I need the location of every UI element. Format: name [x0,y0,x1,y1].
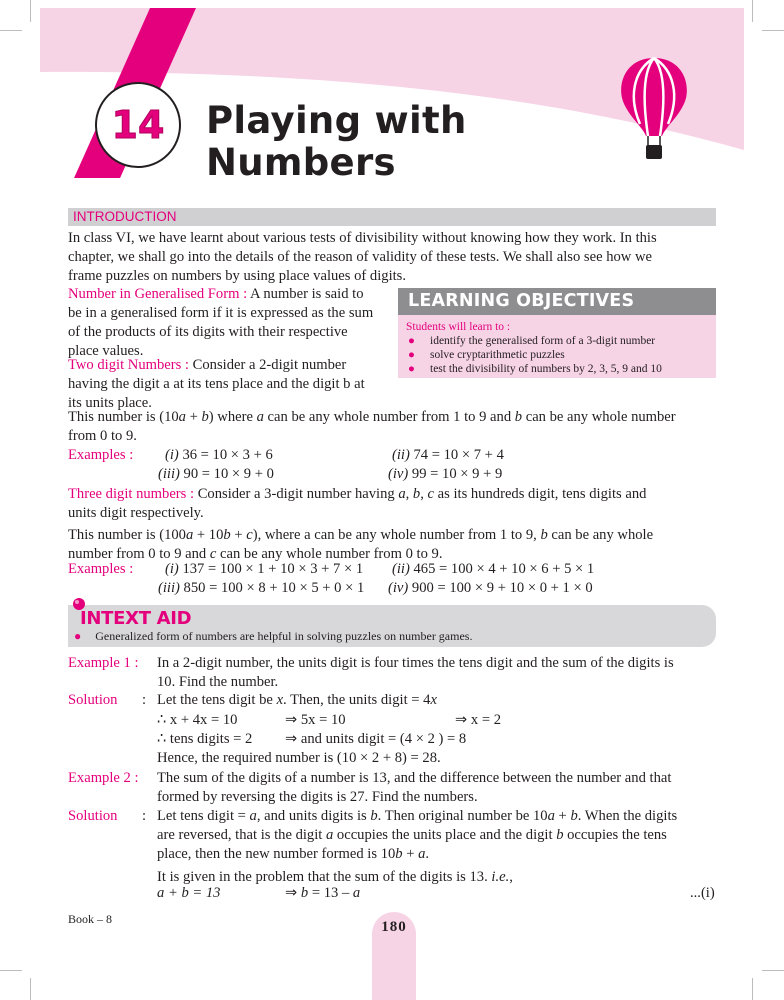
example2-solution: Let tens digit = a, and units digits is b. Then original number be 10a + b. When the digits are reversed, that is the digit a occupies the units place and the digit b occupies the tens place, then the new number formed is 10b + a. It is given in the problem that the sum of the digits is 13. i.e., [157,808,678,885]
learning-objective-item: solve cryptarithmetic puzzles [430,349,565,361]
introduction-paragraph [68,229,716,286]
solution-colon: : [142,808,147,824]
generalised-form-paragraph [68,285,394,361]
equation: ⇒ b = 13 – a [285,885,361,901]
two-digit-text: having the digit a at its tens place and the digit b at [68,376,365,392]
chapter-title-line1: Playing with [206,99,467,142]
crop-mark [762,970,784,971]
chapter-number: 14 [111,103,165,147]
book-label: Book – 8 [68,912,113,926]
example-item: (i) 137 = 100 × 1 + 10 × 3 + 7 × 1 [165,561,364,577]
solution-colon: : [142,692,147,708]
generalised-form-label: Number in Generalised Form : [68,286,248,302]
solution-step: ⇒ 5x = 10 [285,712,346,728]
intro-line: In class VI, we have learnt about various tests of divisibility without knowing how they work. In this [68,230,657,246]
intext-aid-title: INTEXT AID [80,608,192,629]
examples-label: Examples : [68,447,134,463]
learning-objective-item: test the divisibility of numbers by 2, 3, 5, 9 and 10 [430,363,662,375]
solution-step: Hence, the required number is (10 × 2 + 8) = 28. [157,750,441,766]
example1-label: Example 1 : [68,655,139,671]
two-digit-text: Consider a 2-digit number [192,357,347,373]
solution-label: Solution [68,692,118,708]
intext-aid-item: ● Generalized form of numbers are helpful in solving puzzles on number games. [74,629,473,643]
solution-step: ⇒ x = 2 [455,712,501,728]
solution-step: ∴ tens digits = 2 [157,731,253,747]
introduction-label: INTRODUCTION [73,209,177,224]
equation: a + b = 13 [157,885,221,901]
solution-line: Let the tens digit be x. Then, the units digit = 4x [157,692,437,708]
generalised-form-text: be in a generalised form if it is expressed as the sum [68,305,374,321]
intro-line: chapter, we shall go into the details of the reason of validity of these tests. We shall also see how we [68,249,652,265]
two-digit-statement: This number is (10a + b) where a can be any whole number from 1 to 9 and b can be any whole number from 0 to 9. [68,409,676,444]
examples-label: Examples : [68,561,134,577]
example-item: (iv) 99 = 10 × 9 + 9 [388,466,503,482]
solution-step: ∴ x + 4x = 10 [157,712,238,728]
solution-label: Solution [68,808,118,824]
two-digit-label: Two digit Numbers : [68,357,189,373]
solution-step: ⇒ and units digit = (4 × 2 ) = 8 [285,731,467,747]
example-item: (ii) 465 = 100 × 4 + 10 × 6 + 5 × 1 [392,561,595,577]
learning-objectives-subtitle: Students will learn to : [406,321,511,333]
two-digit-paragraph [68,356,394,413]
example-item: (iv) 900 = 100 × 9 + 10 × 0 + 1 × 0 [388,580,593,596]
learning-objective-item: identify the generalised form of a 3-digit number [430,335,656,347]
learning-objectives-title: LEARNING OBJECTIVES [408,291,635,311]
generalised-form-text: of the products of its digits with their respective [68,324,348,340]
example-item: (iii) 850 = 100 × 8 + 10 × 5 + 0 × 1 [158,580,365,596]
example-item: (i) 36 = 10 × 3 + 6 [165,447,273,463]
hot-air-balloon-icon [618,56,690,162]
three-digit-label: Three digit numbers : [68,486,195,502]
example-item: (ii) 74 = 10 × 7 + 4 [392,447,504,463]
crop-mark [30,978,31,1000]
example2-label: Example 2 : [68,770,139,786]
example2-question: The sum of the digits of a number is 13, and the difference between the number and that formed by reversing the digits is 27. Find the numbers. [157,770,672,805]
intro-line: frame puzzles on numbers by using place values of digits. [68,268,407,284]
bullet-icon: ● [408,335,415,347]
generalised-form-text: place values. [68,343,144,359]
example-item: (iii) 90 = 10 × 9 + 0 [158,466,274,482]
equation-ref: ...(i) [690,885,715,901]
bullet-icon: ● [408,363,415,375]
chapter-title [206,100,467,184]
crop-mark [752,978,753,1000]
two-digit-text: its units place. [68,395,152,411]
three-digit-paragraph: Three digit numbers : Consider a 3-digit number having a, b, c as its hundreds digit, tens digits and units digit respectively. This number is (100a + 10b + c), where a can be any whole number from 1 to 9, b can be any whole number from 0 to 9 and c can be any whole number from 0 to 9. [68,486,654,562]
chapter-title-line2: Numbers [206,141,396,184]
generalised-form-text: A number is said to [249,286,364,302]
page-number: 180 [381,919,407,935]
example1-question: In a 2-digit number, the units digit is four times the tens digit and the sum of the digits is 10. Find the number. [157,655,674,690]
bullet-icon: ● [408,349,415,361]
crop-mark [0,970,22,971]
